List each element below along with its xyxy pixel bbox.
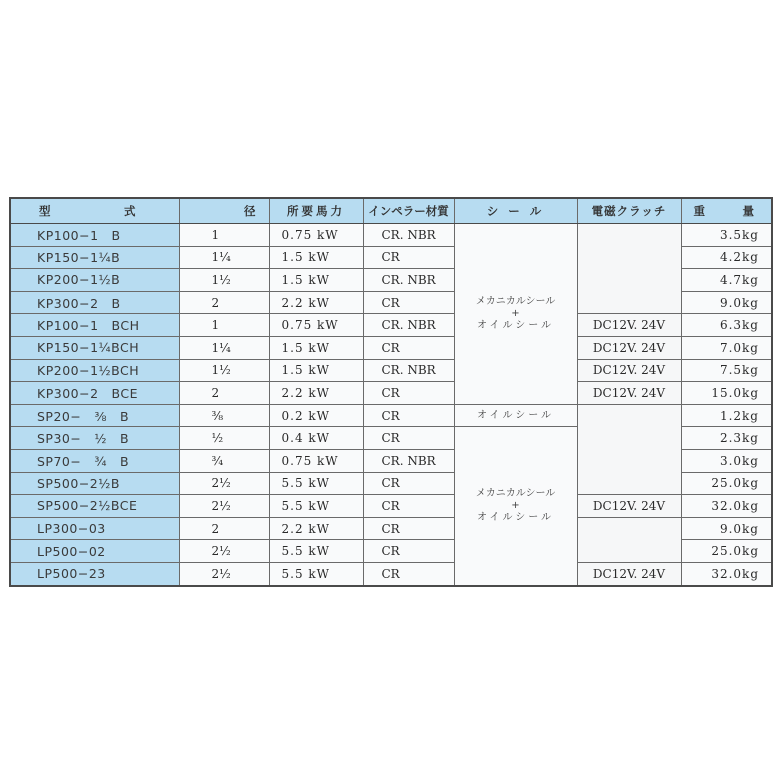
material-cell: CR. NBR [363,449,454,472]
weight-cell: 7.5kg [681,359,772,382]
clutch-cell: DC12V. 24V [577,495,681,518]
power-cell: 0.4 kW [269,427,363,450]
seal-oil-label: オイルシール [476,319,555,331]
seal-cell-mechanical-oil [454,427,577,586]
power-cell: 0.2 kW [269,404,363,427]
header-weight-char-1: 重 [693,204,708,218]
clutch-cell: DC12V. 24V [577,359,681,382]
diameter-cell: 2 [179,382,269,405]
weight-cell: 25.0kg [681,540,772,563]
header-row [10,198,772,224]
clutch-cell-empty [577,404,681,494]
diameter-cell: 1 [179,224,269,247]
material-cell: CR [363,540,454,563]
model-cell: KP150−1¼B [10,246,179,269]
weight-cell: 3.5kg [681,224,772,247]
table-row [10,562,772,585]
material-cell: CR. NBR [363,314,454,337]
model-cell: LP500−02 [10,540,179,563]
seal-mechanical-label: メカニカルシール [475,487,556,499]
material-cell: CR [363,404,454,427]
weight-cell: 2.3kg [681,427,772,450]
weight-cell: 3.0kg [681,449,772,472]
diameter-cell: ¾ [179,449,269,472]
model-cell: LP500−23 [10,562,179,585]
clutch-cell: DC12V. 24V [577,336,681,359]
material-cell: CR. NBR [363,269,454,292]
power-cell: 2.2 kW [269,382,363,405]
diameter-cell: 1¼ [179,246,269,269]
model-cell: KP200−1½B [10,269,179,292]
diameter-cell: 2½ [179,495,269,518]
model-cell: KP300−2 BCE [10,382,179,405]
material-cell: CR [363,562,454,585]
diameter-cell: ½ [179,427,269,450]
seal-cell-oil [454,404,577,427]
model-cell: LP300−03 [10,517,179,540]
seal-oil-only-label: オイルシール [476,409,555,421]
diameter-cell: 1½ [179,359,269,382]
model-cell: SP500−2½BCE [10,495,179,518]
model-cell: KP150−1¼BCH [10,336,179,359]
clutch-cell-empty [577,224,681,314]
power-cell: 5.5 kW [269,472,363,495]
power-cell: 1.5 kW [269,246,363,269]
material-cell: CR [363,472,454,495]
material-cell: CR. NBR [363,359,454,382]
material-cell: CR [363,336,454,359]
diameter-cell: 2½ [179,472,269,495]
weight-cell: 9.0kg [681,291,772,314]
model-cell: KP300−2 B [10,291,179,314]
material-cell: CR [363,427,454,450]
clutch-cell: DC12V. 24V [577,314,681,337]
table-row [10,224,772,247]
table-row [10,404,772,427]
weight-cell: 25.0kg [681,472,772,495]
material-cell: CR [363,517,454,540]
table-row [10,359,772,382]
power-cell: 5.5 kW [269,495,363,518]
weight-cell: 32.0kg [681,562,772,585]
seal-cell-mechanical-oil [454,224,577,405]
diameter-cell: ⅜ [179,404,269,427]
diameter-cell: 1½ [179,269,269,292]
diameter-cell: 2 [179,517,269,540]
header-diameter-label: 径 [244,204,259,218]
material-cell: CR. NBR [363,224,454,247]
table-row [10,382,772,405]
weight-cell: 4.2kg [681,246,772,269]
model-cell: SP70− ¾ B [10,449,179,472]
header-clutch: 電磁クラッチ [577,198,681,224]
power-cell: 0.75 kW [269,314,363,337]
power-cell: 1.5 kW [269,269,363,292]
seal-plus-label: + [511,499,520,511]
weight-cell: 4.7kg [681,269,772,292]
model-cell: KP100−1 BCH [10,314,179,337]
diameter-cell: 2½ [179,540,269,563]
model-cell: SP500−2½B [10,472,179,495]
pump-spec-table [9,197,773,587]
power-cell: 0.75 kW [269,449,363,472]
header-model-char-2: 式 [124,204,139,218]
model-cell: KP100−1 B [10,224,179,247]
header-seal: シ ー ル [454,198,577,224]
header-impeller-material: インペラー材質 [363,198,454,224]
table-row [10,314,772,337]
seal-oil-label: オイルシール [476,511,555,523]
diameter-cell: 2½ [179,562,269,585]
power-cell: 1.5 kW [269,336,363,359]
model-cell: SP20− ⅜ B [10,404,179,427]
weight-cell: 32.0kg [681,495,772,518]
material-cell: CR [363,291,454,314]
clutch-cell-empty [577,517,681,562]
power-cell: 2.2 kW [269,517,363,540]
power-cell: 5.5 kW [269,562,363,585]
table-row [10,336,772,359]
header-diameter [179,198,269,224]
seal-plus-label: + [511,307,520,319]
header-power: 所要馬力 [269,198,363,224]
model-cell: SP30− ½ B [10,427,179,450]
power-cell: 0.75 kW [269,224,363,247]
seal-mechanical-label: メカニカルシール [475,295,556,307]
power-cell: 1.5 kW [269,359,363,382]
model-cell: KP200−1½BCH [10,359,179,382]
weight-cell: 6.3kg [681,314,772,337]
weight-cell: 9.0kg [681,517,772,540]
table-row [10,495,772,518]
power-cell: 5.5 kW [269,540,363,563]
diameter-cell: 1 [179,314,269,337]
table-row [10,517,772,540]
weight-cell: 15.0kg [681,382,772,405]
clutch-cell: DC12V. 24V [577,562,681,585]
diameter-cell: 2 [179,291,269,314]
material-cell: CR [363,495,454,518]
header-model [10,198,179,224]
clutch-cell: DC12V. 24V [577,382,681,405]
header-weight-char-2: 量 [742,204,757,218]
header-model-char-1: 型 [39,204,54,218]
weight-cell: 7.0kg [681,336,772,359]
power-cell: 2.2 kW [269,291,363,314]
material-cell: CR [363,382,454,405]
header-weight [681,198,772,224]
material-cell: CR [363,246,454,269]
diameter-cell: 1¼ [179,336,269,359]
weight-cell: 1.2kg [681,404,772,427]
